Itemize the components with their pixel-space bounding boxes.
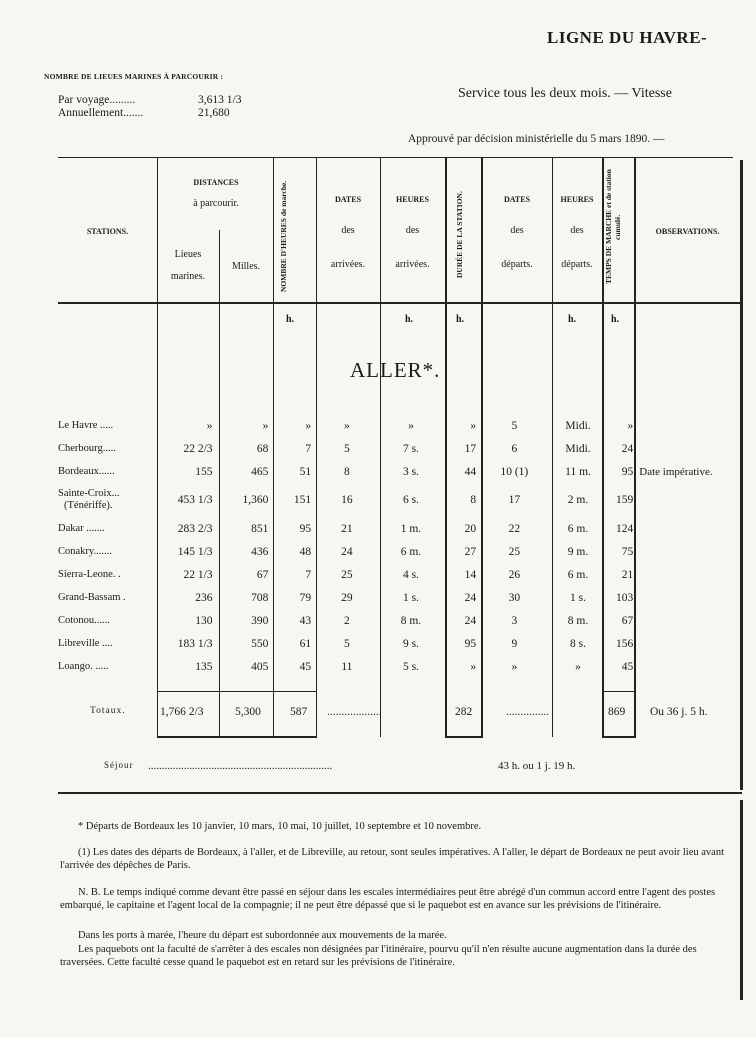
temps-cell: »: [627, 419, 634, 432]
unit-heures-dep: h.: [568, 314, 577, 325]
footnote-star: [60, 820, 728, 833]
heure-dep-cell: 9 m.: [567, 545, 589, 558]
totals-rule: [602, 691, 634, 692]
obs-cell: [636, 632, 756, 655]
col-header-distances: DISTANCES: [193, 178, 239, 187]
col-header-arrivees2: arrivées.: [395, 259, 430, 270]
col-header-stations: STATIONS.: [86, 227, 129, 236]
table-row: [0, 632, 756, 655]
heure-dep-cell: 6 m.: [567, 568, 589, 581]
table-row: [0, 655, 756, 678]
heure-arr-cell: 6 m.: [400, 545, 422, 558]
date-arr-cell: 11: [341, 660, 353, 673]
date-dep-cell: 17: [508, 494, 521, 506]
lieues-cell: 145 1/3: [177, 545, 213, 558]
lieues-cell: 183 1/3: [177, 637, 213, 650]
trip-distances: [58, 94, 241, 120]
heure-arr-cell: 6 s.: [402, 494, 419, 506]
totals-obs: Ou 36 j. 5 h.: [650, 706, 708, 718]
col-header-des-dep2: des: [570, 225, 584, 236]
unit-duree: h.: [456, 314, 465, 325]
sejour-dots: ...................................................................: [148, 760, 333, 772]
col-header-milles: Milles.: [231, 261, 261, 272]
heures-cell: 7: [305, 568, 312, 581]
heure-arr-cell: 9 s.: [402, 637, 419, 650]
header-bottom-rule: [58, 302, 740, 304]
date-dep-cell: 3: [511, 614, 518, 627]
lieues-cell: 283 2/3: [177, 522, 213, 535]
milles-cell: 550: [251, 637, 269, 650]
heure-dep-cell: »: [575, 660, 581, 673]
approved-text: Approuvé par décision ministérielle du 5 mars 1890. —: [408, 133, 665, 145]
totals-label: Totaux.: [90, 706, 126, 716]
obs-cell: [636, 586, 756, 609]
col-header-marines: marines.: [170, 271, 206, 282]
heure-arr-cell: »: [408, 419, 414, 432]
temps-cell: 124: [616, 522, 634, 535]
station-cell: [0, 437, 157, 460]
obs-cell: [636, 517, 756, 540]
heure-dep-cell: 2 m.: [567, 494, 589, 506]
table-row: [0, 483, 756, 517]
heure-arr-cell: 1 s.: [402, 591, 419, 604]
date-dep-cell: 30: [508, 591, 521, 604]
station-cell: [0, 632, 157, 655]
table-row: [0, 586, 756, 609]
duree-cell: 17: [464, 442, 477, 455]
station-name: Loango. .....: [58, 660, 109, 672]
station-name: Cherbourg.....: [58, 442, 116, 454]
station-cell: [0, 517, 157, 540]
date-arr-cell: 24: [341, 545, 353, 558]
temps-cell: 159: [616, 494, 634, 506]
milles-cell: 1,360: [242, 494, 269, 506]
date-dep-cell: »: [511, 660, 518, 673]
heure-dep-cell: Midi.: [565, 419, 591, 432]
station-name: Le Havre .....: [58, 419, 114, 431]
date-dep-cell: 26: [508, 568, 521, 581]
sejour-label: Séjour: [104, 760, 134, 770]
footnote-nb-text: N. B. Le temps indiqué comme devant être passé en séjour dans les escales intermédiaires peut être abrégé d'un commun accord entre l'agent des postes embarqué, le capitaine et l'agent local de la compagnie; il ne peut être dépassé que si le paquebot est en avance sur les prévisions de l'itinéraire.: [60, 887, 716, 911]
duree-cell: 44: [464, 465, 477, 478]
heure-arr-cell: 5 s.: [402, 660, 419, 673]
heures-cell: 151: [293, 494, 312, 506]
table-row: [0, 517, 756, 540]
table-top-rule: [58, 157, 733, 158]
totals-dots: ...................: [327, 706, 382, 718]
station-cell: [0, 586, 157, 609]
heure-arr-cell: 4 s.: [402, 568, 419, 581]
heure-arr-cell: 1 m.: [400, 522, 422, 535]
station-name: Sierra-Leone. .: [58, 568, 121, 580]
table-row: [0, 437, 756, 460]
station-cell: [0, 609, 157, 632]
heures-cell: 79: [299, 591, 312, 604]
totals-milles: 5,300: [235, 706, 261, 718]
col-header-departs: départs.: [501, 259, 533, 270]
section-bottom-rule: [58, 792, 742, 794]
col-header-dates-arr: DATES: [334, 195, 362, 204]
section-title: ALLER*.: [350, 358, 441, 382]
lieues-cell: 130: [195, 614, 213, 627]
obs-cell: [636, 437, 756, 460]
milles-cell: 390: [251, 614, 269, 627]
obs-cell: [636, 540, 756, 563]
heure-dep-cell: 8 s.: [570, 637, 587, 650]
date-dep-cell: 10 (1): [500, 465, 529, 478]
totals-bottom-rule: [445, 736, 483, 738]
date-arr-cell: 16: [341, 494, 353, 506]
table-row: [0, 540, 756, 563]
totals-heures: 587: [290, 706, 308, 718]
col-header-des-arr: des: [341, 225, 355, 236]
unit-temps: h.: [611, 314, 620, 325]
lieues-cell: 453 1/3: [177, 494, 213, 506]
date-dep-cell: 9: [511, 637, 518, 650]
right-border-lower: [740, 800, 743, 1000]
station-name: Libreville ....: [58, 637, 113, 649]
lieues-cell: 236: [195, 591, 213, 604]
date-arr-cell: 5: [344, 442, 350, 455]
station-name: Grand-Bassam .: [58, 591, 126, 603]
duree-cell: 27: [464, 545, 477, 558]
col-header-arrivees: arrivées.: [330, 259, 366, 270]
col-header-observations: OBSERVATIONS.: [655, 227, 720, 236]
station-name-line2: (Ténériffe).: [64, 500, 113, 511]
heure-arr-cell: 3 s.: [402, 465, 419, 478]
heures-cell: 43: [299, 614, 312, 627]
temps-cell: 24: [621, 442, 634, 455]
duree-cell: 24: [464, 591, 477, 604]
heure-dep-cell: 1 s.: [570, 591, 587, 604]
heure-arr-cell: 7 s.: [402, 442, 419, 455]
heures-cell: 61: [299, 637, 312, 650]
station-name: Cotonou......: [58, 614, 110, 626]
date-arr-cell: 29: [341, 591, 353, 604]
footnote-ships-text: Les paquebots ont la faculté de s'arrêter à des escales non désignées par l'itinéraire, pourvu qu'il n'en résulte aucune augmentation dans la durée des traversées. Cette faculté cesse quand le paquebot est en retard sur les prévisions de l'itinéraire.: [60, 944, 697, 968]
col-header-a-parcourir: à parcourir.: [193, 198, 239, 209]
heure-dep-cell: 11 m.: [565, 465, 591, 478]
date-arr-cell: 2: [344, 614, 350, 627]
table-row: [0, 460, 756, 483]
station-name: Bordeaux......: [58, 465, 115, 477]
station-cell: [0, 460, 157, 483]
date-dep-cell: 25: [508, 545, 521, 558]
footnote-ships: [60, 943, 728, 969]
obs-cell: [636, 655, 756, 678]
heure-dep-cell: Midi.: [565, 442, 591, 455]
lieues-cell: 155: [195, 465, 213, 478]
totals-temps: 869: [608, 706, 626, 718]
table-row: [0, 609, 756, 632]
temps-cell: 75: [621, 545, 634, 558]
col-header-duree: DURÉE DE LA STATION.: [455, 191, 464, 279]
temps-cell: 67: [621, 614, 634, 627]
duree-cell: »: [470, 660, 477, 673]
heure-arr-cell: 8 m.: [400, 614, 422, 627]
station-cell: [0, 563, 157, 586]
table-row: [0, 563, 756, 586]
col-header-des-dep: des: [510, 225, 524, 236]
station-cell: [0, 483, 157, 517]
footnote-tide-text: Dans les ports à marée, l'heure du départ est subordonnée aux mouvements de la marée.: [78, 930, 447, 941]
duree-cell: »: [470, 419, 477, 432]
col-header-lieues: Lieues: [174, 249, 202, 260]
totals-bottom-rule: [157, 736, 317, 738]
temps-cell: 156: [616, 637, 634, 650]
col-header-heures-dep: HEURES: [560, 195, 594, 204]
milles-cell: 67: [256, 568, 269, 581]
unit-heures-arr: h.: [405, 314, 414, 325]
sejour-value: 43 h. ou 1 j. 19 h.: [498, 760, 576, 772]
page-title: LIGNE DU HAVRE-: [547, 28, 708, 47]
duree-cell: 8: [470, 494, 477, 506]
duree-cell: 24: [464, 614, 477, 627]
lieues-cell: 22 1/3: [183, 568, 213, 581]
date-arr-cell: 8: [344, 465, 350, 478]
station-cell: [0, 655, 157, 678]
heures-cell: 7: [305, 442, 312, 455]
per-voyage-value: 3,613 1/3: [198, 94, 242, 106]
obs-cell: [636, 563, 756, 586]
footnote-star-text: * Départs de Bordeaux les 10 janvier, 10 mars, 10 mai, 10 juillet, 10 septembre et 10 novembre.: [78, 821, 482, 832]
col-header-temps: TEMPS DE MARCHE et de station cumulé.: [604, 169, 622, 285]
milles-cell: 436: [251, 545, 269, 558]
lieues-cell: 135: [195, 660, 213, 673]
col-header-des-arr2: des: [405, 225, 420, 236]
totals-rule: [157, 691, 317, 692]
obs-cell: Date impérative.: [639, 465, 713, 478]
heure-dep-cell: 8 m.: [567, 614, 589, 627]
date-arr-cell: 21: [341, 522, 353, 535]
footnote-nb: [60, 886, 728, 912]
totals-duree: 282: [455, 706, 473, 718]
date-dep-cell: 6: [511, 442, 518, 455]
station-name: Conakry.......: [58, 545, 112, 557]
per-voyage-label: Par voyage.........: [58, 94, 136, 106]
station-cell: [0, 540, 157, 563]
date-arr-cell: 25: [341, 568, 353, 581]
milles-cell: »: [262, 419, 269, 432]
milles-cell: 708: [251, 591, 269, 604]
duree-cell: 14: [464, 568, 477, 581]
date-arr-cell: »: [344, 419, 350, 432]
temps-cell: 103: [616, 591, 634, 604]
heures-cell: 45: [299, 660, 312, 673]
annual-value: 21,680: [198, 107, 230, 119]
heure-dep-cell: 6 m.: [567, 522, 589, 535]
heures-cell: »: [305, 419, 312, 432]
obs-cell: [636, 414, 756, 437]
obs-cell: [636, 609, 756, 632]
lieues-cell: 22 2/3: [183, 442, 213, 455]
station-cell: [0, 414, 157, 437]
col-header-nombre-heures: NOMBRE D'HEURES de marche.: [279, 180, 288, 292]
duree-cell: 95: [464, 637, 477, 650]
milles-cell: 465: [251, 465, 269, 478]
temps-cell: 45: [621, 660, 634, 673]
heures-cell: 51: [299, 465, 312, 478]
table-row: [0, 414, 756, 437]
footnote-1-text: (1) Les dates des départs de Bordeaux, à l'aller, et de Libreville, au retour, sont seules impératives. A l'aller, le départ de Bordeaux ne peut avoir lieu avant l'arrivée des dépêches de Paris.: [60, 847, 725, 871]
station-name: Sainte-Croix...: [58, 488, 120, 499]
distance-label: NOMBRE DE LIEUES MARINES À PARCOURIR :: [44, 72, 224, 81]
duree-cell: 20: [464, 522, 477, 535]
totals-lieues: 1,766 2/3: [160, 706, 204, 718]
date-arr-cell: 5: [344, 637, 350, 650]
obs-cell: [636, 483, 756, 517]
milles-cell: 851: [251, 522, 269, 535]
date-dep-cell: 22: [508, 522, 521, 535]
annual-label: Annuellement.......: [58, 107, 144, 119]
unit-heures: h.: [286, 314, 295, 325]
station-name: Dakar .......: [58, 522, 105, 534]
totals-bottom-rule: [602, 736, 636, 738]
lieues-cell: »: [206, 419, 213, 432]
footnote-tide: [60, 929, 728, 942]
milles-cell: 68: [256, 442, 269, 455]
temps-cell: 95: [621, 465, 634, 478]
col-header-heures-arr: HEURES: [396, 195, 429, 204]
totals-dots: ...............: [506, 706, 550, 718]
timetable: [0, 414, 756, 678]
service-text: Service tous les deux mois. — Vitesse: [458, 86, 672, 101]
temps-cell: 21: [621, 568, 634, 581]
col-header-departs2: départs.: [561, 259, 593, 270]
col-header-dates-dep: DATES: [503, 195, 531, 204]
date-dep-cell: 5: [511, 419, 518, 432]
heures-cell: 95: [299, 522, 312, 535]
heures-cell: 48: [299, 545, 312, 558]
footnote-1: [60, 846, 728, 872]
milles-cell: 405: [251, 660, 269, 673]
